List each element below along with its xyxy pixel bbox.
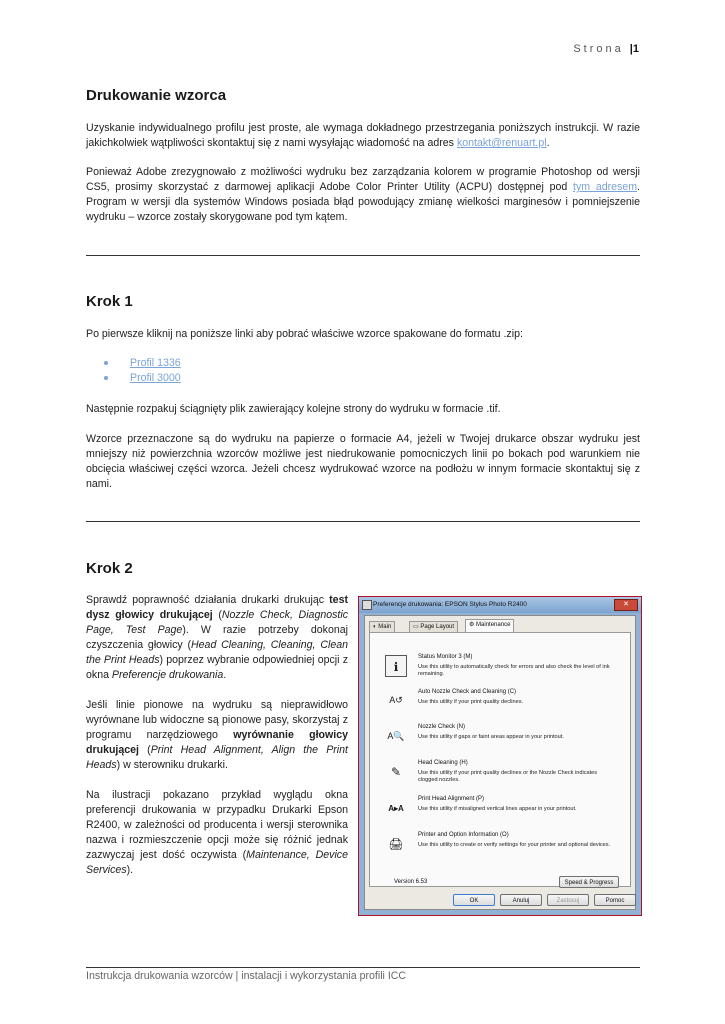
profile-3000-link[interactable]: Profil 3000 [130,372,181,384]
status-monitor-icon[interactable]: ℹ [385,655,407,677]
page-footer: Instrukcja drukowania wzorców | instalacji i wykorzystania profili ICC [86,970,407,982]
apply-button[interactable]: Zastosuj [547,894,589,906]
footer-divider [86,967,640,968]
utility-nozzle-check: Nozzle Check (N) Use this utility if gaps or faint areas appear in your printout. [418,724,564,740]
help-button[interactable]: Pomoc [594,894,636,906]
nozzle-check-icon[interactable]: A🔍 [387,731,405,741]
ok-button[interactable]: OK [453,894,495,906]
head-alignment-icon[interactable]: A▸A [388,804,404,813]
dialog-title: Preferencje drukowania: EPSON Stylus Photo R2400 [373,601,527,608]
tab-page-layout[interactable]: ▭ Page Layout [409,621,458,632]
acpu-link[interactable]: tym adresem [573,181,638,193]
bullet-icon [104,376,108,380]
step2-paragraph-1: Sprawdź poprawność działania drukarki drukując test dysz głowicy drukującej (Nozzle Check, Diagnostic Page, Test Page). W razie potrzeby dokonaj czyszczenia głowicy (Head Cleaning, Cleaning, Clean the Print Heads) poprzez wybranie odpowiedniej opcji z okna Preferencje drukowania. [86,594,349,681]
page-layout-tab-icon: ▭ [413,624,421,630]
section-title-printing: Drukowanie wzorca [86,87,227,104]
step1-paragraph-1: Po pierwsze kliknij na poniższe linki aby pobrać właściwe wzorce spakowane do formatu .zip: [86,328,523,340]
intro-paragraph-2: Ponieważ Adobe zrezygnowało z możliwości wydruku bez zarządzania kolorem w programie Photoshop od wersji CS5, prosimy skorzystać z darmowej aplikacji Adobe Color Printer Utility (ACPU) dostępnej pod tym adresem. Program w wersji dla systemów Windows posiada błąd powodujący zmianę wielkości marginesów i pomniejszenie wydruku – wzorce zostały skorygowane pod tym kątem. [86,166,640,223]
driver-version: Version 6.53 [394,879,428,885]
auto-nozzle-icon[interactable]: A↺ [389,695,403,705]
step1-paragraph-2: Następnie rozpakuj ściągnięty plik zawierający kolejne strony do wydruku w formacie .tif. [86,403,501,415]
printer-icon [362,600,372,610]
page-number: 1 [632,43,639,55]
dialog-titlebar [359,597,641,613]
cancel-button[interactable]: Anuluj [500,894,542,906]
section-title-step-2: Krok 2 [86,560,133,577]
utility-status-monitor: Status Monitor 3 (M) Use this utility to automatically check for errors and also check the level of ink remaining. [418,654,610,677]
step2-text-column [86,593,348,893]
head-cleaning-icon[interactable]: ✎ [390,765,402,779]
step2-paragraph-3: Na ilustracji pokazano przykład wyglądu okna preferencji drukowania w przypadku Drukarki Epson R2400, w zależności od producenta i wersji sterownika nazwa i rozmieszczenie opcji może się różnić jednak zazwyczaj jest dość oczywista (Maintenance, Device Services). [86,789,348,876]
divider [86,521,640,522]
intro-paragraph-1: Uzyskanie indywidualnego profilu jest proste, ale wymaga dokładnego przestrzegania poniższych instrukcji. W razie jakichkolwiek wątpliwości skontaktuj się z nami wysyłając wiadomość na adres kontakt@renuart.pl. [86,122,640,149]
page-separator: | [629,43,633,55]
tab-main[interactable]: ◐ Main [369,621,395,632]
profile-1336-link[interactable]: Profil 1336 [130,357,181,369]
bullet-icon [104,361,108,365]
tab-maintenance[interactable]: ⚙ Maintenance [465,619,514,632]
utility-printer-option-info: Printer and Option Information (O) Use this utility to create or verify settings for your printer and optional devices. [418,832,611,848]
divider [86,255,640,256]
main-tab-icon: ◐ [373,624,379,630]
section-title-step-1: Krok 1 [86,293,133,310]
utility-print-head-alignment: Print Head Alignment (P) Use this utility if misaligned vertical lines appear in your printout. [418,796,577,812]
close-button[interactable]: ✕ [614,599,638,611]
page-label: Strona [573,43,624,55]
email-link[interactable]: kontakt@renuart.pl [456,137,547,149]
speed-progress-button[interactable]: Speed & Progress [559,876,619,888]
dialog-body [364,615,636,910]
utility-auto-nozzle-check: Auto Nozzle Check and Cleaning (C) Use this utility if your print quality declines. [418,689,524,705]
printing-preferences-screenshot [358,596,642,916]
maintenance-panel [369,632,631,887]
step2-paragraph-2: Jeśli linie pionowe na wydruku są nieprawidłowo wyrównane lub widoczne są pionowe pasy, skorzystaj z programu narzędziowego wyrównanie głowicy drukującej (Print Head Alignment, Align the Print Heads) w sterowniku drukarki. [86,699,348,771]
maintenance-tab-icon: ⚙ [469,622,477,628]
utility-head-cleaning: Head Cleaning (H) Use this utility if your print quality declines or the Nozzle Check indicates clogged nozzles. [418,760,598,783]
list-item [104,356,181,371]
printer-info-icon[interactable]: 🖨 [388,837,404,851]
step1-paragraph-3: Wzorce przeznaczone są do wydruku na papierze o formacie A4, jeżeli w Twojej drukarce obszar wydruku jest mniejszy niż powierzchnia wzorców możliwe jest niedrukowanie pomocniczych linii po bokach pod warunkiem nie obcięcia właściwej części wzorca. Jeżeli chcesz wydrukować wzorce na podłożu w innym formacie skontaktuj się z nami. [86,433,640,490]
page-header [573,43,639,55]
profile-links-list [104,356,181,386]
list-item [104,371,181,386]
